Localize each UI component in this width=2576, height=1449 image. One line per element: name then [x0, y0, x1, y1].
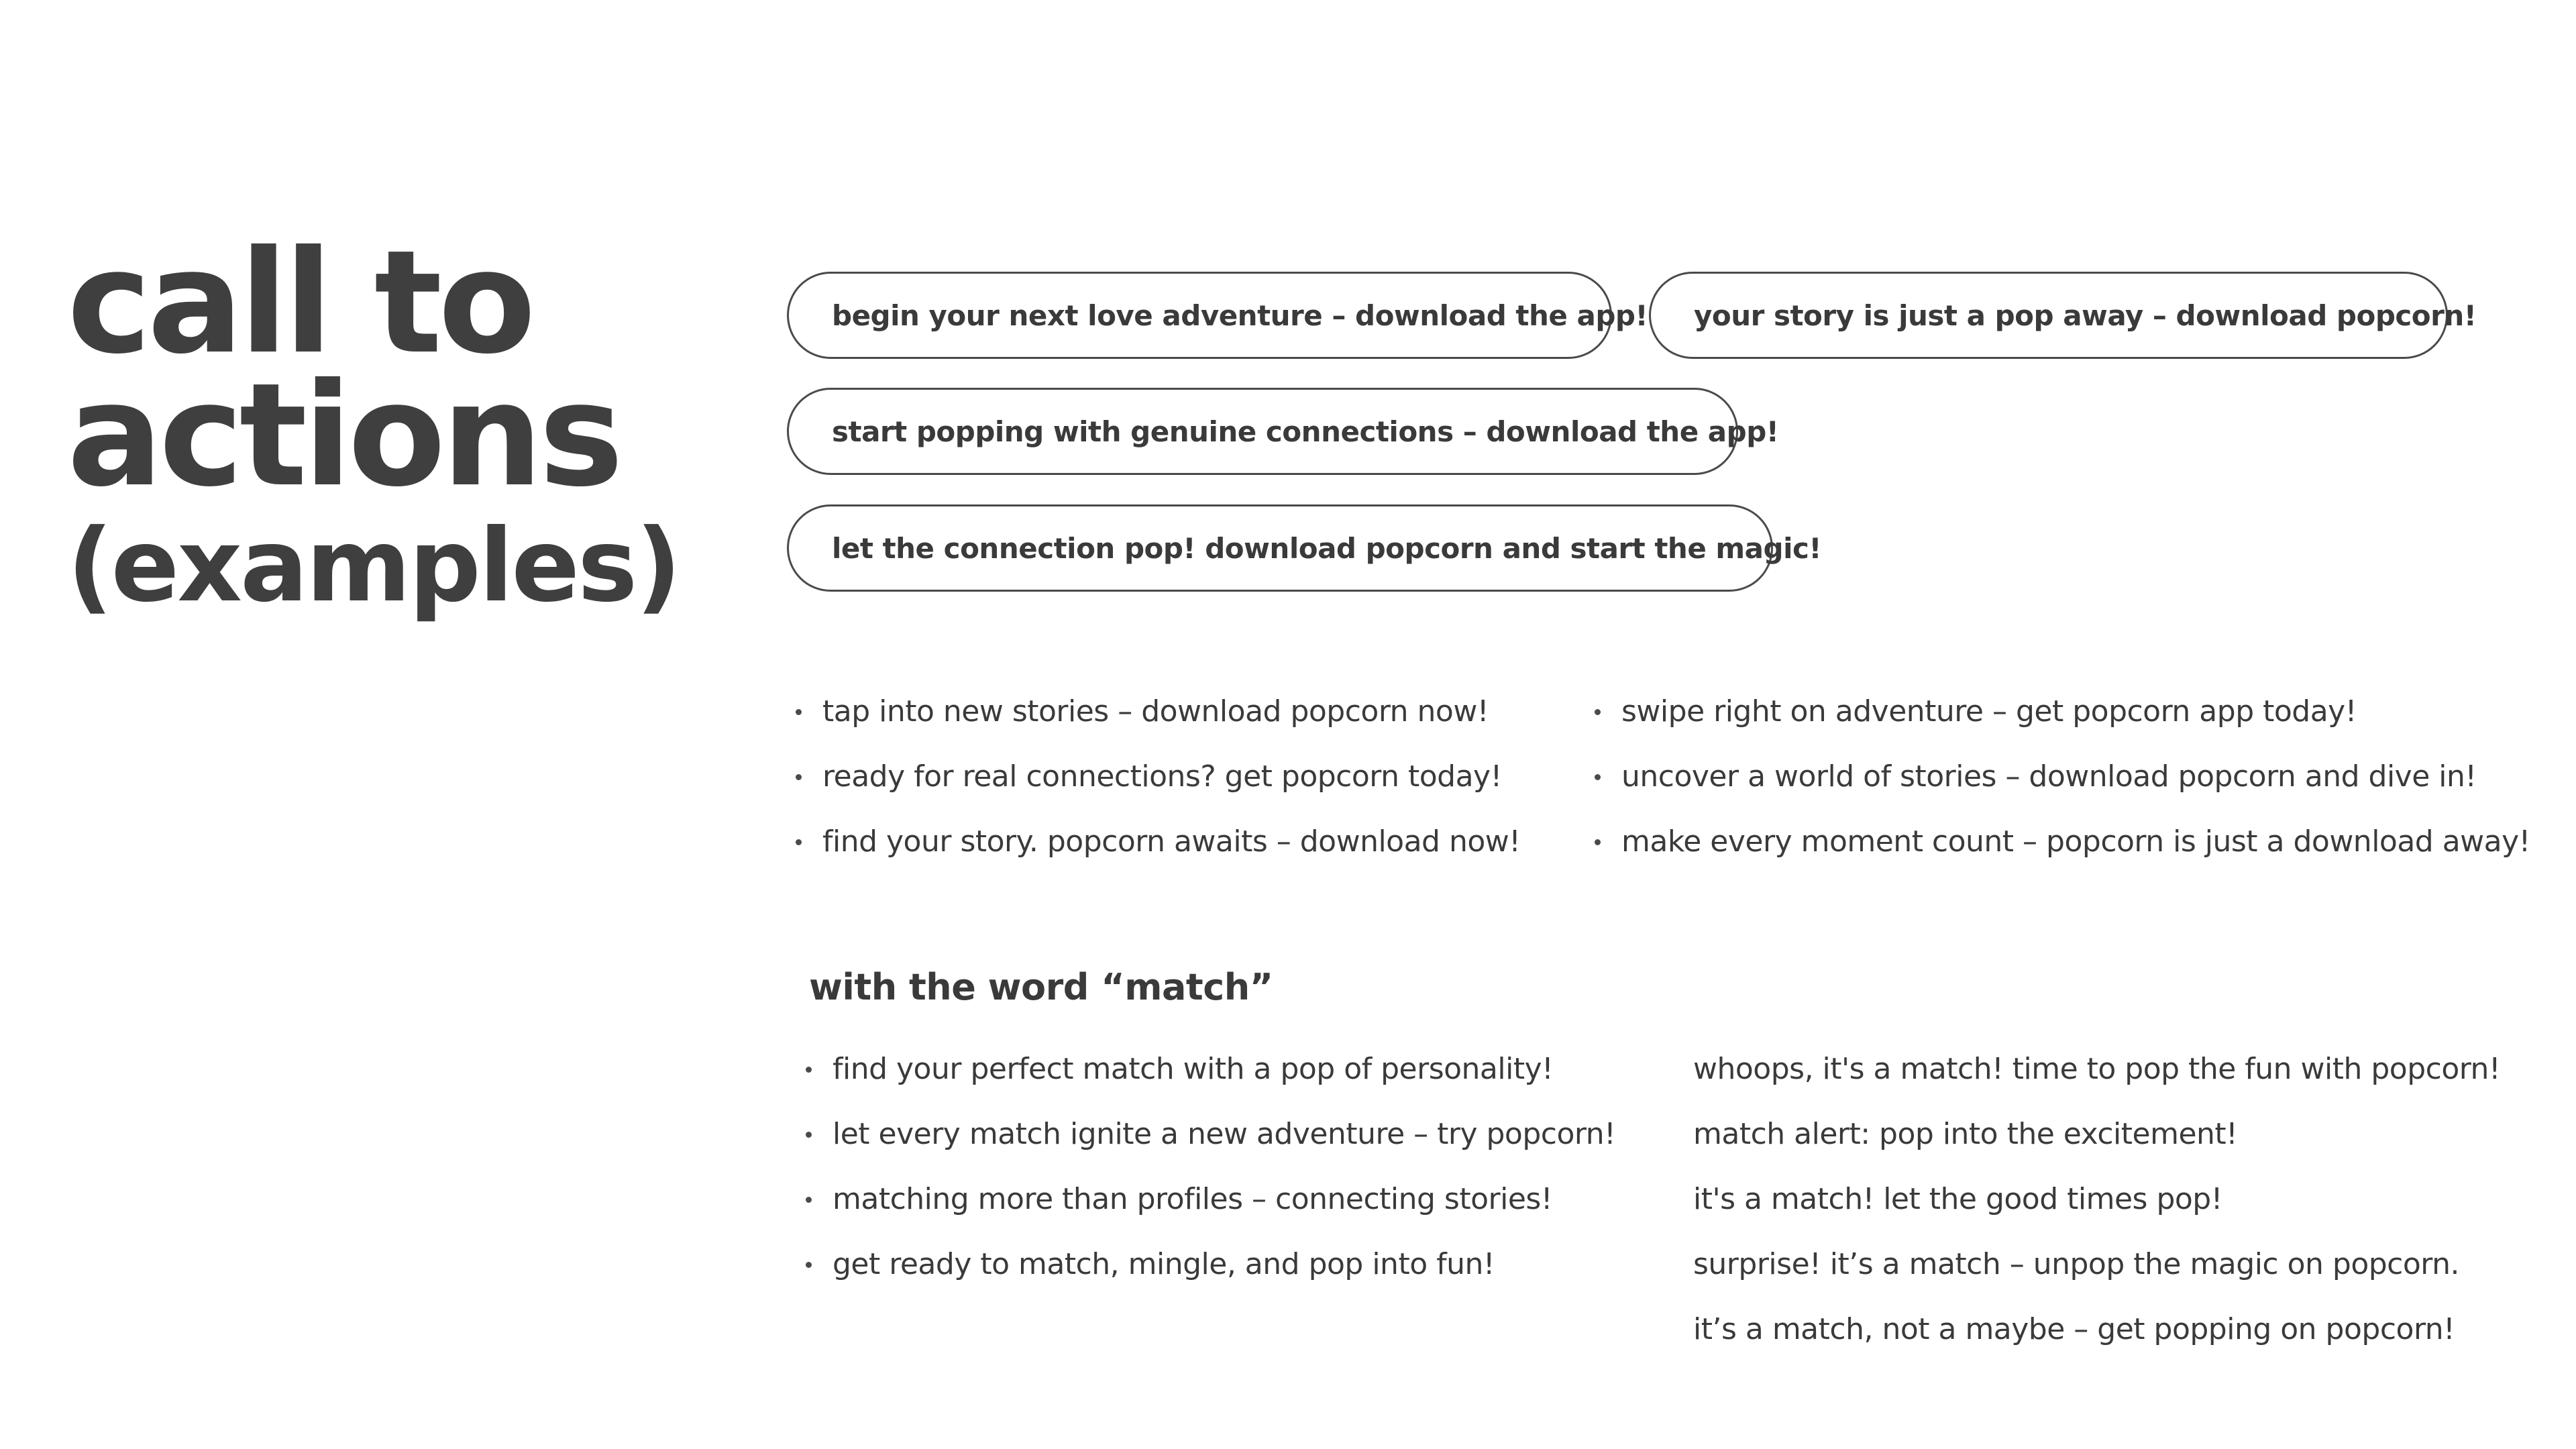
list-item: get ready to match, mingle, and pop into fun!: [806, 1232, 1611, 1297]
list-item: tap into new stories – download popcorn now!: [796, 679, 1567, 744]
list-item: let every match ignite a new adventure – try popcorn!: [806, 1102, 1611, 1167]
title-line-1: call to: [67, 219, 532, 385]
title-line-2: actions: [67, 352, 620, 518]
cta-pill-1: begin your next love adventure – download the app!: [787, 272, 1612, 359]
list-item: find your perfect match with a pop of personality!: [806, 1036, 1611, 1102]
cta-list-right: [1595, 679, 2574, 874]
title-subtitle: (examples): [67, 508, 680, 625]
list-item: surprise! it’s a match – unpop the magic on popcorn.: [1693, 1247, 2459, 1281]
list-item: it's a match! let the good times pop!: [1693, 1182, 2222, 1216]
match-section-heading: with the word “match”: [809, 966, 1273, 1008]
list-item: swipe right on adventure – get popcorn app today!: [1595, 679, 2574, 744]
list-item: make every moment count – popcorn is just a download away!: [1595, 809, 2574, 874]
list-item: matching more than profiles – connecting stories!: [806, 1167, 1611, 1232]
match-list-right: [1693, 1036, 2565, 1362]
match-list-left: [806, 1036, 1616, 1297]
list-item: ready for real connections? get popcorn today!: [796, 744, 1567, 809]
list-item: it’s a match, not a maybe – get popping on popcorn!: [1693, 1312, 2455, 1346]
list-item: whoops, it's a match! time to pop the fun with popcorn!: [1693, 1052, 2501, 1086]
list-item: uncover a world of stories – download popcorn and dive in!: [1595, 744, 2574, 809]
list-item: match alert: pop into the excitement!: [1693, 1117, 2238, 1151]
cta-pill-2: your story is just a pop away – download popcorn!: [1649, 272, 2448, 359]
cta-pill-3: start popping with genuine connections – download the app!: [787, 388, 1738, 475]
list-item: find your story. popcorn awaits – download now!: [796, 809, 1567, 874]
cta-pill-4: let the connection pop! download popcorn and start the magic!: [787, 504, 1773, 592]
cta-list-left: [796, 679, 1567, 874]
page-title: [67, 219, 680, 627]
